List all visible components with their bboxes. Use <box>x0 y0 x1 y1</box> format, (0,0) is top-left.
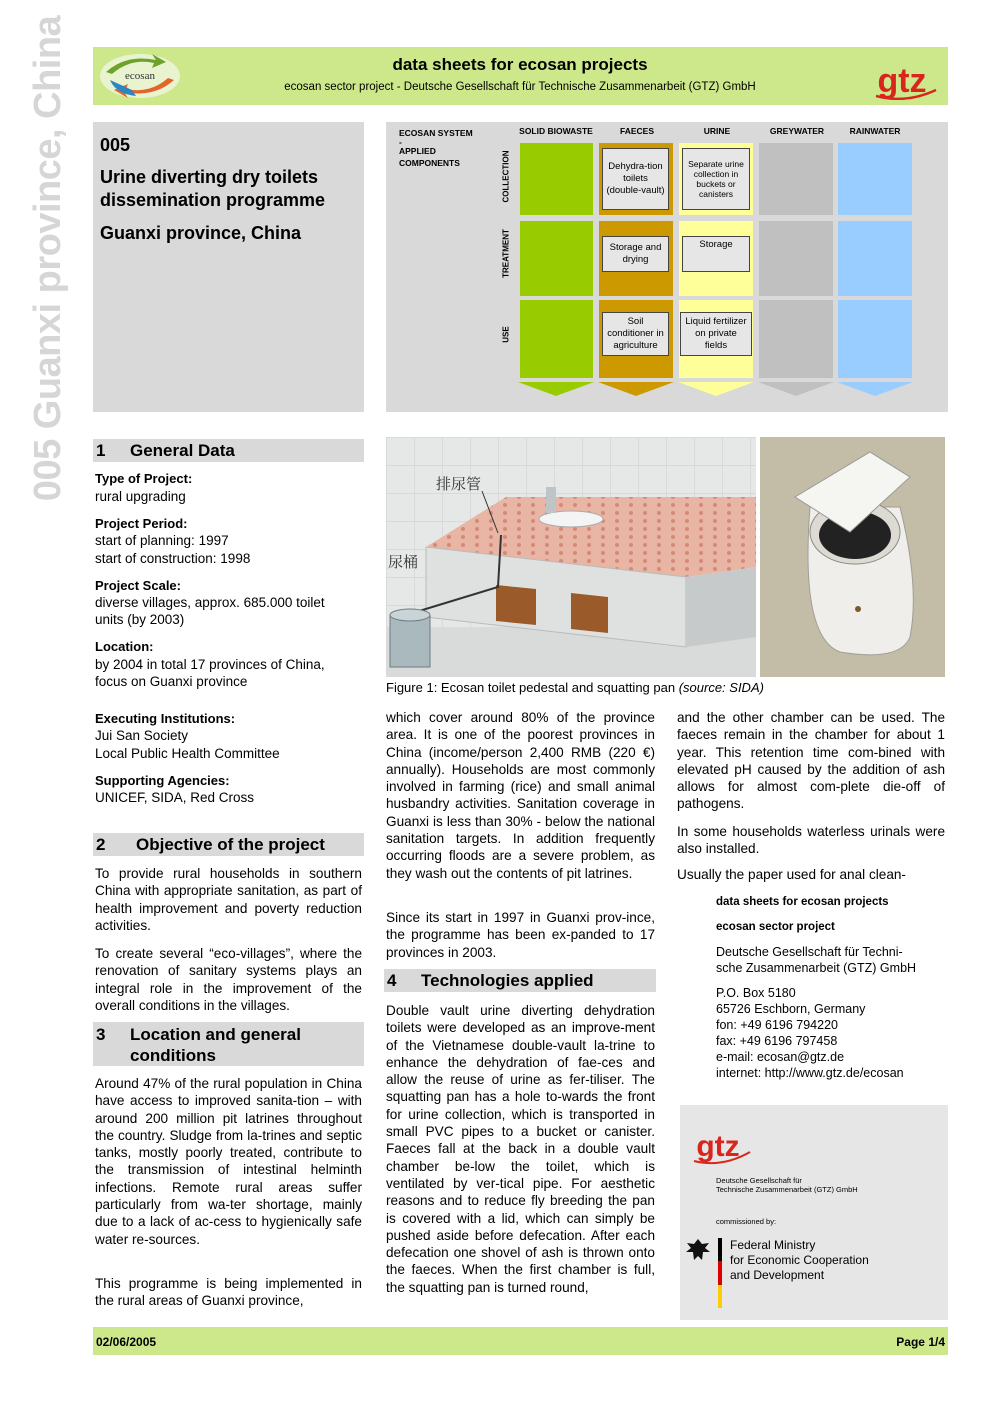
footer-band <box>93 1327 948 1355</box>
project-title-line1: Urine diverting dry toilets <box>100 167 319 187</box>
contact-org-line1: Deutsche Gesellschaft für Techni- <box>716 945 903 959</box>
component-urine-treatment: Storage <box>682 236 750 272</box>
exec-value-2: Local Public Health Committee <box>95 746 280 761</box>
cell-greywater-treatment <box>759 221 833 296</box>
objective-paragraph-2: To create several “eco-villages”, where the renovation of sanitary systems plays an integral role in the improvement of the overall conditions in the villages. <box>95 946 362 1013</box>
section-heading-technologies: 4 Technologies applied <box>384 969 656 992</box>
arrow-faeces <box>598 382 674 396</box>
col2-paragraph-2: Since its start in 1997 in Guanxi prov-ince, the programme has been ex-panded to 17 provinces in 2003. <box>386 910 655 960</box>
col3-paragraph-2: In some households waterless urinals were also installed. <box>677 824 945 857</box>
col-head-greywater: GREYWATER <box>769 126 825 136</box>
component-urine-collection: Separate urine collection in buckets or canisters <box>682 148 750 210</box>
contact-address-line2: 65726 Eschborn, Germany <box>716 1002 866 1016</box>
header-subtitle: ecosan sector project - Deutsche Gesellschaft für Technische Zusammenarbeit (GTZ) GmbH <box>284 81 756 93</box>
arrow-rainwater <box>837 382 913 396</box>
location-paragraph-2: This programme is being implemented in the rural areas of Guanxi province, <box>95 1276 362 1309</box>
objective-paragraph-1: To provide rural households in southern China with appropriate sanitation, as part of health improvement and poverty reduction activities. <box>95 866 362 933</box>
toilet-pedestal-photo <box>386 437 756 677</box>
svg-text:ecosan: ecosan <box>125 70 155 82</box>
col3-paragraph-1: and the other chamber can be used. The faeces remain in the chamber for about 1 year. This retention time com-bined with elevated pH caused by the addition of ash allows for almost com-plete die-off of pathogens. <box>677 710 945 812</box>
col-head-urine: URINE <box>703 126 731 136</box>
arrow-urine <box>678 382 754 396</box>
period-value-1: start of planning: 1997 <box>95 533 229 548</box>
component-urine-use: Liquid fertilizer on private fields <box>680 312 752 356</box>
col2-paragraph-1: which cover around 80% of the province area. It is one of the poorest provinces in China (income/person 2,400 RMB (220 €) annually). Households are most commonly involved in farming (rice) and small animal husbandry activities. Sanitation coverage in Guanxi is less than 30% - below the national sanitation targets. In addition frequently occurring floods are a severe problem, as they wash out the contents of pit latrines. <box>386 710 655 881</box>
contact-project: ecosan sector project <box>716 921 835 933</box>
scale-value-2: units (by 2003) <box>95 612 185 627</box>
scale-label: Project Scale: <box>95 578 181 593</box>
period-label: Project Period: <box>95 516 188 531</box>
diagram-corner-label: ECOSAN SYSTEM - APPLIED COMPONENTS <box>399 128 473 168</box>
footer-page-number: Page 1/4 <box>896 1335 945 1349</box>
gtz-small-text: Deutsche Gesellschaft für Technische Zusammenarbeit (GTZ) GmbH <box>716 1176 858 1194</box>
contact-address-line1: P.O. Box 5180 <box>716 986 796 1000</box>
contact-email[interactable]: e-mail: ecosan@gtz.de <box>716 1050 845 1064</box>
bmz-text: Federal Ministry for Economic Cooperation and Development <box>730 1238 869 1282</box>
section-heading-general: 1 General Data <box>93 439 364 462</box>
location-value-2: focus on Guanxi province <box>95 674 248 689</box>
section-heading-objective: 2 Objective of the project <box>93 833 364 856</box>
flag-bar <box>718 1238 722 1308</box>
svg-text:尿桶: 尿桶 <box>388 553 419 571</box>
cell-rainwater-use <box>838 300 912 378</box>
col-head-solid-biowaste: SOLID BIOWASTE <box>519 126 593 136</box>
col-head-faeces: FAECES <box>619 126 654 136</box>
period-value-2: start of construction: 1998 <box>95 551 251 566</box>
location-label: Location: <box>95 639 154 654</box>
arrow-greywater <box>758 382 834 396</box>
component-faeces-collection: Dehydra-tion toilets (double-vault) <box>602 148 669 210</box>
svg-text:gtz: gtz <box>696 1130 740 1163</box>
footer-date: 02/06/2005 <box>96 1335 157 1349</box>
contact-title: data sheets for ecosan projects <box>716 896 889 908</box>
project-title-line2: dissemination programme <box>100 190 326 210</box>
support-label: Supporting Agencies: <box>95 773 230 788</box>
cell-greywater-collection <box>759 143 833 215</box>
location-paragraph-1: Around 47% of the rural population in China have access to improved sanita-tion – with around 200 million pit latrines throughout the country. Sludge from la-trines and septic tanks, mostly poorly treated, contribute to the transmission of intestinal helminth infections. Remote rural areas suffer particularly from wa-ter shortage, mainly due to a lack of ac-cess to hygienically safe water re-sources. <box>95 1076 362 1247</box>
component-faeces-treatment: Storage and drying <box>602 236 669 272</box>
contact-phone: fon: +49 6196 794220 <box>716 1018 838 1032</box>
cell-biowaste-collection <box>520 143 593 215</box>
section-heading-location: 3 Location and general conditions <box>93 1022 364 1066</box>
row-head-collection: COLLECTION <box>501 150 511 203</box>
contact-fax: fax: +49 6196 797458 <box>716 1034 838 1048</box>
eagle-icon <box>684 1236 712 1266</box>
squatting-pan-photo <box>760 437 945 677</box>
technologies-paragraph-1: Double vault urine diverting dehydration toilets were developed as an improve-ment of the Vietnamese double-vault la-trine to enhance the dehydration of fae-ces and allow the reuse of urine as fer-tiliser. The squatting pan has a hole to-wards the front for urine collection, which is transported in small PVC pipes to a bucket or canister. Faeces fall at the back in a double vault chamber be-low the toilet, which is ventilated by ver-tical pipe. For aesthetic reasons and to reduce fly breeding the pan is covered with a lid, which can simply be pushed aside before defecation. After each defecation one shovel of ash is thrown onto the faeces. When the first chamber is full, the squatting pan is turned round, <box>386 1003 655 1295</box>
exec-value-1: Jui San Society <box>95 728 189 743</box>
project-number: 005 <box>100 135 131 155</box>
figure-caption: Figure 1: Ecosan toilet pedestal and squatting pan (source: SIDA) <box>386 680 764 695</box>
side-title: 005 Guanxi province, China <box>27 15 70 501</box>
ecosan-logo <box>96 50 184 102</box>
cell-greywater-use <box>759 300 833 378</box>
cell-rainwater-collection <box>838 143 912 215</box>
scale-value-1: diverse villages, approx. 685.000 toilet <box>95 595 325 610</box>
header-title: data sheets for ecosan projects <box>392 55 648 74</box>
contact-org-line2: sche Zusammenarbeit (GTZ) GmbH <box>716 961 917 975</box>
type-label: Type of Project: <box>95 471 193 486</box>
gtz-logo <box>866 60 942 100</box>
arrow-biowaste <box>518 382 594 396</box>
commissioned-label: commissioned by: <box>716 1217 777 1226</box>
gtz-logo-small <box>688 1124 754 1166</box>
cell-biowaste-treatment <box>520 221 593 296</box>
col3-paragraph-3: Usually the paper used for anal clean- <box>677 867 906 882</box>
svg-text:gtz: gtz <box>877 62 927 100</box>
row-head-use: USE <box>501 326 511 343</box>
col-head-rainwater: RAINWATER <box>849 126 901 136</box>
contact-website[interactable]: internet: http://www.gtz.de/ecosan <box>716 1066 904 1080</box>
cell-rainwater-treatment <box>838 221 912 296</box>
exec-label: Executing Institutions: <box>95 711 236 726</box>
support-value-1: UNICEF, SIDA, Red Cross <box>95 790 255 805</box>
component-faeces-use: Soil conditioner in agriculture <box>602 312 669 356</box>
row-head-treatment: TREATMENT <box>501 229 511 278</box>
cell-biowaste-use <box>520 300 593 378</box>
location-value-1: by 2004 in total 17 provinces of China, <box>95 657 325 672</box>
svg-text:排尿管: 排尿管 <box>436 475 482 493</box>
project-location: Guanxi province, China <box>100 223 302 243</box>
type-value: rural upgrading <box>95 489 186 504</box>
